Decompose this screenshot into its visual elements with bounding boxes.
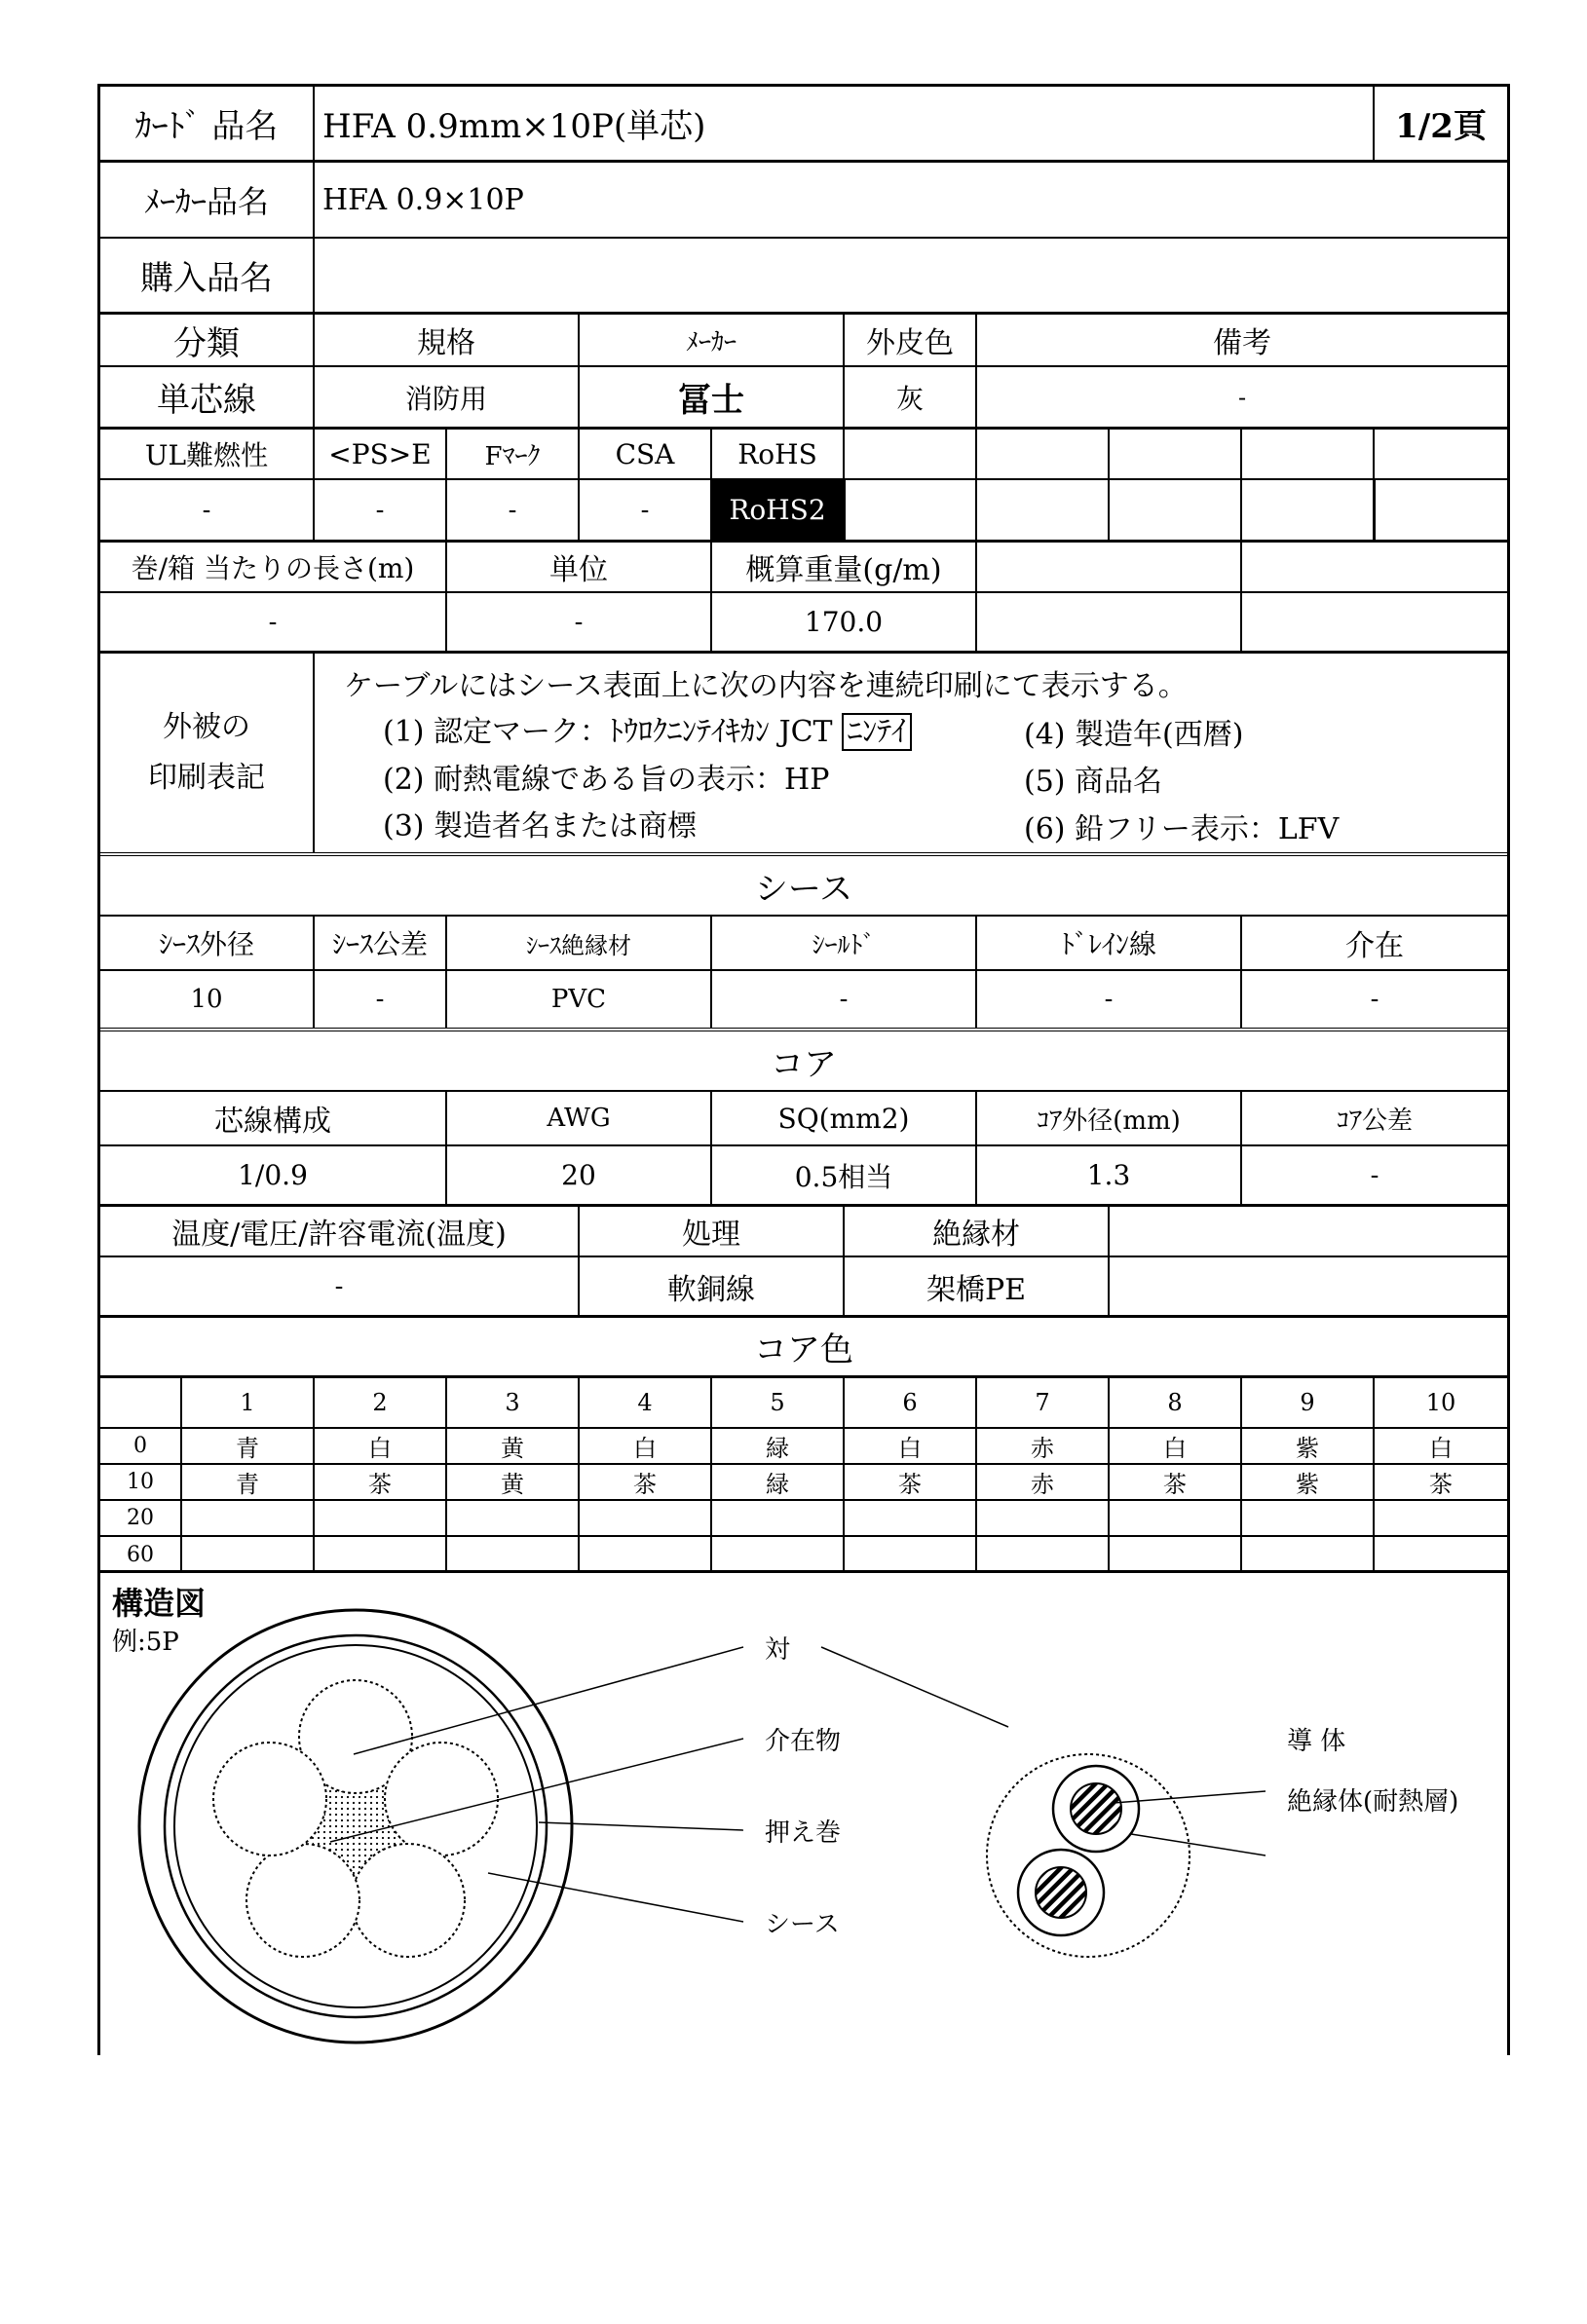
- structure-diagram: [100, 1573, 1507, 2058]
- pair-detail: [987, 1754, 1190, 1957]
- colors-cell: 茶: [843, 1465, 975, 1499]
- colors-cell: [180, 1537, 313, 1573]
- spec-value-row: [100, 367, 1507, 430]
- colors-row: [100, 1501, 1507, 1537]
- colors-cell: [843, 1537, 975, 1573]
- spec-header-row: [100, 315, 1507, 367]
- core-value-tolerance: -: [1240, 1146, 1507, 1204]
- colors-col-9: 9: [1240, 1378, 1373, 1427]
- core-header-construction: 芯線構成: [214, 1105, 331, 1139]
- sheath-value-row: [100, 971, 1507, 1031]
- pair-circle-5: [213, 1743, 326, 1855]
- colors-cell: 白: [1373, 1429, 1507, 1463]
- spec-header-jacket-color: 外皮色: [843, 315, 975, 365]
- cert-value-csa: -: [578, 480, 710, 540]
- colors-row-label: 0: [133, 1434, 147, 1458]
- cert-header-ul: UL難燃性: [144, 439, 269, 471]
- spec-sheet: [97, 84, 1510, 2055]
- colors-col-3: 3: [445, 1378, 578, 1427]
- leader-insulation: [1131, 1834, 1266, 1855]
- colors-row: [100, 1429, 1507, 1465]
- spec-value-standard: 消防用: [313, 367, 578, 427]
- colors-cell: [1240, 1501, 1373, 1535]
- cert-header-fmark: Fﾏｰｸ: [445, 430, 578, 478]
- maker-name-row: [100, 163, 1507, 239]
- colors-cell: [445, 1501, 578, 1535]
- cert-header-row: [100, 430, 1507, 480]
- colors-col-5: 5: [710, 1378, 843, 1427]
- colors-cell: [710, 1501, 843, 1535]
- sheath-header-drain: ﾄﾞﾚｲﾝ線: [975, 917, 1240, 969]
- colors-cell: 茶: [313, 1465, 445, 1499]
- colors-row-label: 20: [127, 1506, 154, 1530]
- core-title-row: [100, 1031, 1507, 1092]
- colors-row-label: 10: [127, 1470, 154, 1494]
- colors-cell: 黄: [445, 1465, 578, 1499]
- cert-header-blank-4: [1240, 430, 1373, 478]
- colors-col-6: 6: [843, 1378, 975, 1427]
- colors-cell: 白: [1108, 1429, 1240, 1463]
- length-value-row: [100, 593, 1507, 654]
- colors-cell: [975, 1537, 1108, 1573]
- cert-header-blank-5: [1373, 430, 1507, 478]
- colors-cell: 青: [180, 1465, 313, 1499]
- cert-value-ul: -: [202, 495, 211, 525]
- maker-name-value: HFA 0.9×10P: [313, 163, 1507, 237]
- cert-value-blank-4: [1240, 480, 1373, 540]
- colors-col-8: 8: [1108, 1378, 1240, 1427]
- colors-cell: 白: [313, 1429, 445, 1463]
- colors-title-row: [100, 1318, 1507, 1378]
- spec-value-jacket-color: 灰: [843, 367, 975, 427]
- sheath-header-row: [100, 917, 1507, 971]
- cert-value-blank-1: [843, 480, 975, 540]
- core-value-awg: 20: [445, 1146, 710, 1204]
- colors-cell: [578, 1501, 710, 1535]
- colors-col-2: 2: [313, 1378, 445, 1427]
- core-value-treatment: 軟銅線: [578, 1257, 843, 1315]
- printing-label-line1: 外被の: [163, 710, 250, 744]
- spec-header-maker: ﾒｰｶｰ: [578, 315, 843, 365]
- colors-cell: [975, 1501, 1108, 1535]
- sheath-header-od: ｼｰｽ外径: [158, 928, 254, 960]
- card-name-row: [100, 87, 1507, 163]
- colors-cell: [445, 1537, 578, 1573]
- cert-value-row: [100, 480, 1507, 543]
- colors-row: [100, 1465, 1507, 1501]
- cert-header-blank-2: [975, 430, 1108, 478]
- core-header-awg: AWG: [445, 1092, 710, 1144]
- colors-cell: 茶: [1373, 1465, 1507, 1499]
- sheath-value-insulation: PVC: [445, 971, 710, 1028]
- label-sheath: シース: [765, 1910, 840, 1939]
- diagram-title: 構造図: [112, 1585, 207, 1622]
- printing-item-4: (4) 製造年(西暦): [1024, 718, 1244, 752]
- spec-value-maker: 冨士: [578, 367, 843, 427]
- core-value2-row: [100, 1257, 1507, 1318]
- colors-cell: 白: [843, 1429, 975, 1463]
- cert-header-pse: <PS>E: [313, 430, 445, 478]
- leader-sheath: [488, 1873, 743, 1922]
- printing-label: [100, 654, 313, 852]
- cert-header-rohs: RoHS: [710, 430, 843, 478]
- core-value-temp-voltage: -: [334, 1271, 344, 1301]
- colors-row: [100, 1537, 1507, 1573]
- sheath-value-filler: -: [1240, 971, 1507, 1028]
- spec-header-notes: 備考: [975, 315, 1507, 365]
- colors-col-7: 7: [975, 1378, 1108, 1427]
- colors-cell: [1240, 1537, 1373, 1573]
- sheath-header-tolerance: ｼｰｽ公差: [313, 917, 445, 969]
- pair-circle-2: [385, 1743, 498, 1855]
- printing-label-line2: 印刷表記: [148, 761, 265, 795]
- core-title: コア: [771, 1044, 837, 1084]
- printing-item-5: (5) 商品名: [1024, 765, 1163, 799]
- core-header-temp-voltage: 温度/電圧/許容電流(温度): [171, 1218, 507, 1252]
- core-value-construction: 1/0.9: [238, 1159, 308, 1191]
- purchase-name-label: 購入品名: [140, 259, 273, 298]
- printing-intro: ケーブルにはシース表面上に次の内容を連続印刷にて表示する。: [344, 669, 1188, 703]
- pair-circle-3: [352, 1844, 465, 1957]
- label-filler: 介在物: [765, 1727, 842, 1756]
- sheath-title: シース: [754, 869, 853, 909]
- core-header2-row: [100, 1207, 1507, 1257]
- sheath-title-row: [100, 856, 1507, 917]
- length-value-unit: -: [445, 593, 710, 651]
- pair-wire-2-conductor: [1036, 1867, 1086, 1918]
- colors-cell: [180, 1501, 313, 1535]
- colors-header-corner: [100, 1378, 180, 1427]
- printing-item-3: (3) 製造者名または商標: [383, 809, 698, 843]
- colors-col-1: 1: [180, 1378, 313, 1427]
- length-value-weight: 170.0: [710, 593, 975, 651]
- pair-circle-4: [246, 1844, 359, 1957]
- colors-row-label: 60: [127, 1543, 154, 1567]
- length-header-weight: 概算重量(g/m): [710, 543, 975, 591]
- label-pair: 対: [765, 1635, 791, 1665]
- printing-item-2: (2) 耐熱電線である旨の表示：HP: [383, 763, 830, 797]
- core-value-od: 1.3: [975, 1146, 1240, 1204]
- printing-item-1: [383, 707, 912, 750]
- colors-col-4: 4: [578, 1378, 710, 1427]
- core-value-row: [100, 1146, 1507, 1207]
- colors-cell: 茶: [1108, 1465, 1240, 1499]
- core-header-insulation: 絶縁材: [843, 1207, 1108, 1256]
- length-header-blank-1: [975, 543, 1240, 591]
- colors-title: コア色: [754, 1331, 853, 1369]
- colors-cell: 赤: [975, 1429, 1108, 1463]
- length-header-row: [100, 543, 1507, 593]
- purchase-name-row: [100, 239, 1507, 315]
- core-header-tolerance: ｺｱ公差: [1240, 1092, 1507, 1144]
- colors-cell: [710, 1537, 843, 1573]
- leader-pair: [354, 1647, 743, 1754]
- length-value-blank-2: [1240, 593, 1507, 651]
- colors-table: [100, 1378, 1507, 1573]
- colors-cell: 紫: [1240, 1465, 1373, 1499]
- maker-name-label: ﾒｰｶｰ品名: [143, 183, 269, 220]
- card-name-label: ｶｰﾄﾞ 品名: [134, 107, 279, 146]
- length-value-per-reel: -: [268, 607, 278, 637]
- cert-value-blank-2: [975, 480, 1108, 540]
- colors-cell: [843, 1501, 975, 1535]
- label-insulation: 絶縁体(耐熱層): [1287, 1787, 1459, 1817]
- card-name-value: HFA 0.9mm×10P(単芯): [313, 87, 1373, 160]
- colors-header-row: [100, 1378, 1507, 1429]
- colors-cell: 赤: [975, 1465, 1108, 1499]
- colors-cell: 紫: [1240, 1429, 1373, 1463]
- sheath-value-tolerance: -: [313, 971, 445, 1028]
- diagram-example: 例:5P: [112, 1628, 179, 1657]
- colors-cell: 茶: [578, 1465, 710, 1499]
- length-header-per-reel: 巻/箱 当たりの長さ(m): [131, 552, 415, 584]
- printing-item-6: (6) 鉛フリー表示：LFV: [1024, 812, 1340, 846]
- colors-cell: [1373, 1501, 1507, 1535]
- purchase-name-value: [313, 239, 1507, 312]
- cert-value-blank-5: [1373, 480, 1507, 540]
- length-value-blank-1: [975, 593, 1240, 651]
- length-header-unit: 単位: [445, 543, 710, 591]
- cert-header-csa: CSA: [578, 430, 710, 478]
- colors-cell: [313, 1537, 445, 1573]
- colors-cell: [1373, 1537, 1507, 1573]
- leader-binding: [539, 1822, 743, 1830]
- colors-cell: 白: [578, 1429, 710, 1463]
- spec-value-category: 単芯線: [157, 381, 256, 420]
- core-header-od: ｺｱ外径(mm): [975, 1092, 1240, 1144]
- spec-header-category: 分類: [173, 323, 240, 363]
- colors-cell: [578, 1537, 710, 1573]
- label-conductor: 導 体: [1287, 1727, 1346, 1756]
- pair-wire-1-conductor: [1071, 1783, 1121, 1834]
- sheath-value-shield: -: [710, 971, 975, 1028]
- colors-cell: [1108, 1501, 1240, 1535]
- cert-value-pse: -: [313, 480, 445, 540]
- colors-cell: 黄: [445, 1429, 578, 1463]
- colors-cell: 青: [180, 1429, 313, 1463]
- printing-content: [313, 654, 1507, 852]
- spec-header-standard: 規格: [313, 315, 578, 365]
- printing-item-1-box: ﾆﾝﾃｲ: [842, 713, 912, 751]
- core-header-sq: SQ(mm2): [710, 1092, 975, 1144]
- sheath-value-drain: -: [975, 971, 1240, 1028]
- sheath-value-od: 10: [190, 985, 223, 1014]
- spec-value-notes: -: [975, 367, 1507, 427]
- sheath-header-insulation: ｼｰｽ絶縁材: [445, 917, 710, 969]
- core-value-insulation: 架橋PE: [843, 1257, 1108, 1315]
- length-header-blank-2: [1240, 543, 1507, 591]
- label-binding-tape: 押え巻: [765, 1818, 842, 1848]
- cert-header-blank-3: [1108, 430, 1240, 478]
- cert-value-blank-3: [1108, 480, 1240, 540]
- sheath-header-filler: 介在: [1240, 917, 1507, 969]
- printing-item-1-text: (1) 認定マーク：ﾄｳﾛｸﾆﾝﾃｲｷｶﾝ JCT: [383, 715, 833, 749]
- colors-cell: [313, 1501, 445, 1535]
- leader-pair-detail: [821, 1647, 1008, 1727]
- cert-header-blank-1: [843, 430, 975, 478]
- core-header-treatment: 処理: [578, 1207, 843, 1256]
- colors-col-10: 10: [1373, 1378, 1507, 1427]
- page-number: 1/2頁: [1373, 87, 1507, 160]
- cable-cross-section: [139, 1610, 572, 2043]
- cert-value-rohs: RoHS2: [710, 480, 843, 540]
- core-header-row: [100, 1092, 1507, 1146]
- core-value-sq: 0.5相当: [710, 1146, 975, 1204]
- colors-cell: [1108, 1537, 1240, 1573]
- colors-cell: 緑: [710, 1465, 843, 1499]
- printing-block: [100, 654, 1507, 856]
- core-header2-blank: [1108, 1207, 1507, 1256]
- core-value2-blank: [1108, 1257, 1507, 1315]
- sheath-header-shield: ｼｰﾙﾄﾞ: [710, 917, 975, 969]
- cert-value-fmark: -: [445, 480, 578, 540]
- colors-cell: 緑: [710, 1429, 843, 1463]
